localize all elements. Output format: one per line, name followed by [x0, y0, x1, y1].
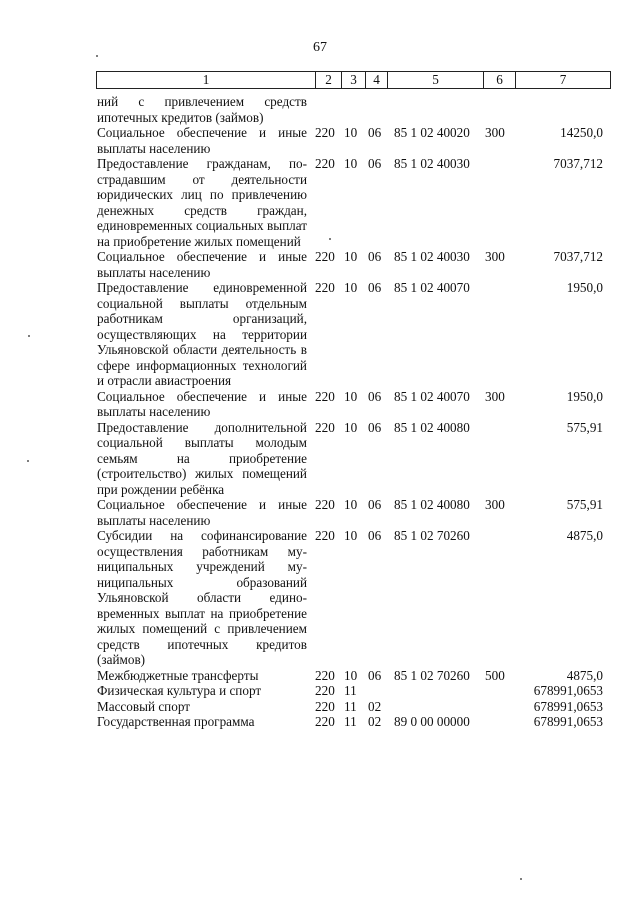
row-section: 11: [344, 714, 357, 729]
row-expense-type: 300: [485, 125, 505, 140]
header-cell-4: 4: [365, 72, 387, 88]
row-code-2: 220: [315, 714, 335, 729]
table-row: [97, 280, 612, 389]
table-row: [97, 125, 612, 156]
row-code-2: 220: [315, 280, 335, 295]
table-header: [96, 71, 611, 89]
row-code-2: 220: [315, 388, 335, 404]
row-description: Социальное обеспечение и иные выплаты населению: [97, 249, 307, 280]
row-amount: 575,91: [566, 419, 603, 435]
row-expense-type: 300: [485, 249, 505, 264]
row-section: 10: [344, 528, 358, 543]
row-amount: 678991,0653: [533, 714, 603, 729]
row-description: Массовый спорт: [97, 698, 191, 714]
header-cell-1: 1: [202, 72, 210, 87]
table-row: [97, 668, 612, 684]
table-row: [97, 497, 612, 528]
row-section: 11: [344, 683, 357, 698]
row-target-article: 85 1 02 70260: [394, 528, 470, 543]
table-row: [97, 683, 612, 699]
row-description: ний с привлечением средств ипотечных кредитов (займов): [97, 94, 307, 125]
scan-speck: [520, 878, 522, 880]
page-number: 67: [313, 40, 327, 55]
row-code-2: 220: [315, 497, 335, 512]
row-target-article: 85 1 02 40070: [394, 280, 470, 295]
row-expense-type: 300: [485, 497, 505, 512]
row-subsection: 06: [368, 388, 382, 404]
row-amount: 7037,712: [553, 249, 603, 264]
row-amount: 1950,0: [566, 280, 603, 295]
table-row: [97, 249, 612, 280]
table-row: [97, 389, 612, 420]
header-cell-3: 3: [341, 72, 365, 88]
row-target-article: 85 1 02 70260: [394, 667, 470, 683]
row-subsection: 06: [368, 497, 382, 512]
table-row: [97, 699, 612, 715]
row-section: 11: [344, 698, 357, 714]
row-target-article: 89 0 00 00000: [394, 714, 470, 729]
header-cell-6: 6: [483, 72, 515, 88]
row-subsection: 02: [368, 714, 382, 729]
table-row: [97, 420, 612, 498]
row-expense-type: 500: [485, 667, 505, 683]
row-section: 10: [344, 280, 358, 295]
scan-speck: [28, 335, 30, 337]
table-row: [97, 94, 612, 125]
row-section: 10: [344, 388, 358, 404]
row-subsection: 06: [368, 249, 382, 264]
row-subsection: 06: [368, 156, 382, 171]
table-row: [97, 528, 612, 668]
header-cell-7: 7: [515, 72, 610, 88]
row-code-2: 220: [315, 683, 335, 698]
row-description: Социальное обеспечение и иные выплаты населению: [97, 125, 307, 156]
row-code-2: 220: [315, 698, 335, 714]
row-section: 10: [344, 249, 358, 264]
scan-speck: [96, 55, 98, 57]
row-amount: 678991,0653: [533, 683, 603, 698]
row-target-article: 85 1 02 40080: [394, 497, 470, 512]
row-amount: 4875,0: [566, 528, 603, 543]
table-row: [97, 156, 612, 249]
row-description: Предоставление дополнительной социальной выплаты молодым семьям на приобретение (строительство) жилых помещений при рождении ребёнка: [97, 419, 307, 497]
row-amount: 575,91: [566, 497, 603, 512]
row-description: Государственная программа: [97, 714, 255, 729]
row-amount: 678991,0653: [533, 698, 603, 714]
row-description: Предоставление единовременной социальной выплаты отдельным работникам организаций, осуществляющих на территории Ульяновской области деятельность в сфере информационных технологий и отрасли авиастроения: [97, 280, 307, 388]
row-target-article: 85 1 02 40030: [394, 249, 470, 264]
row-target-article: 85 1 02 40030: [394, 156, 470, 171]
row-code-2: 220: [315, 156, 335, 171]
row-subsection: 06: [368, 667, 382, 683]
row-amount: 4875,0: [566, 667, 603, 683]
row-subsection: 06: [368, 528, 382, 543]
row-amount: 7037,712: [553, 156, 603, 171]
row-expense-type: 300: [485, 388, 505, 404]
row-description: Социальное обеспечение и иные выплаты населению: [97, 497, 307, 528]
row-subsection: 06: [368, 280, 382, 295]
row-description: Физическая культура и спорт: [97, 683, 262, 698]
row-subsection: 06: [368, 419, 382, 435]
row-amount: 14250,0: [560, 125, 603, 140]
row-code-2: 220: [315, 528, 335, 543]
row-section: 10: [344, 125, 358, 140]
scan-speck: [27, 460, 29, 462]
row-section: 10: [344, 497, 358, 512]
scan-speck: [329, 238, 331, 240]
row-section: 10: [344, 156, 358, 171]
row-amount: 1950,0: [566, 388, 603, 404]
row-description: Субсидии на софинансирование осуществления работникам муниципальных учреждений муниципальных образований Ульяновской области единовременных выплат на приобретение жилых помещений с привлечением средств ипотечных кредитов (займов): [97, 528, 307, 667]
row-description: Межбюджетные трансферты: [97, 667, 259, 683]
table-row: [97, 714, 612, 730]
row-code-2: 220: [315, 667, 335, 683]
row-subsection: 02: [368, 698, 382, 714]
row-description: Социальное обеспечение и иные выплаты населению: [97, 388, 307, 419]
row-section: 10: [344, 667, 358, 683]
row-target-article: 85 1 02 40070: [394, 388, 470, 404]
row-subsection: 06: [368, 125, 382, 140]
header-cell-5: 5: [387, 72, 483, 88]
row-code-2: 220: [315, 125, 335, 140]
row-target-article: 85 1 02 40020: [394, 125, 470, 140]
row-code-2: 220: [315, 419, 335, 435]
header-cell-2: 2: [315, 72, 341, 88]
budget-table-body: [97, 94, 612, 730]
row-description: Предоставление гражданам, пострадавшим от деятельности юридических лиц по привлечению денежных средств граждан, единовременных социальных выплат на приобретение жилых помещений: [97, 156, 307, 249]
row-code-2: 220: [315, 249, 335, 264]
row-section: 10: [344, 419, 358, 435]
row-target-article: 85 1 02 40080: [394, 419, 470, 435]
